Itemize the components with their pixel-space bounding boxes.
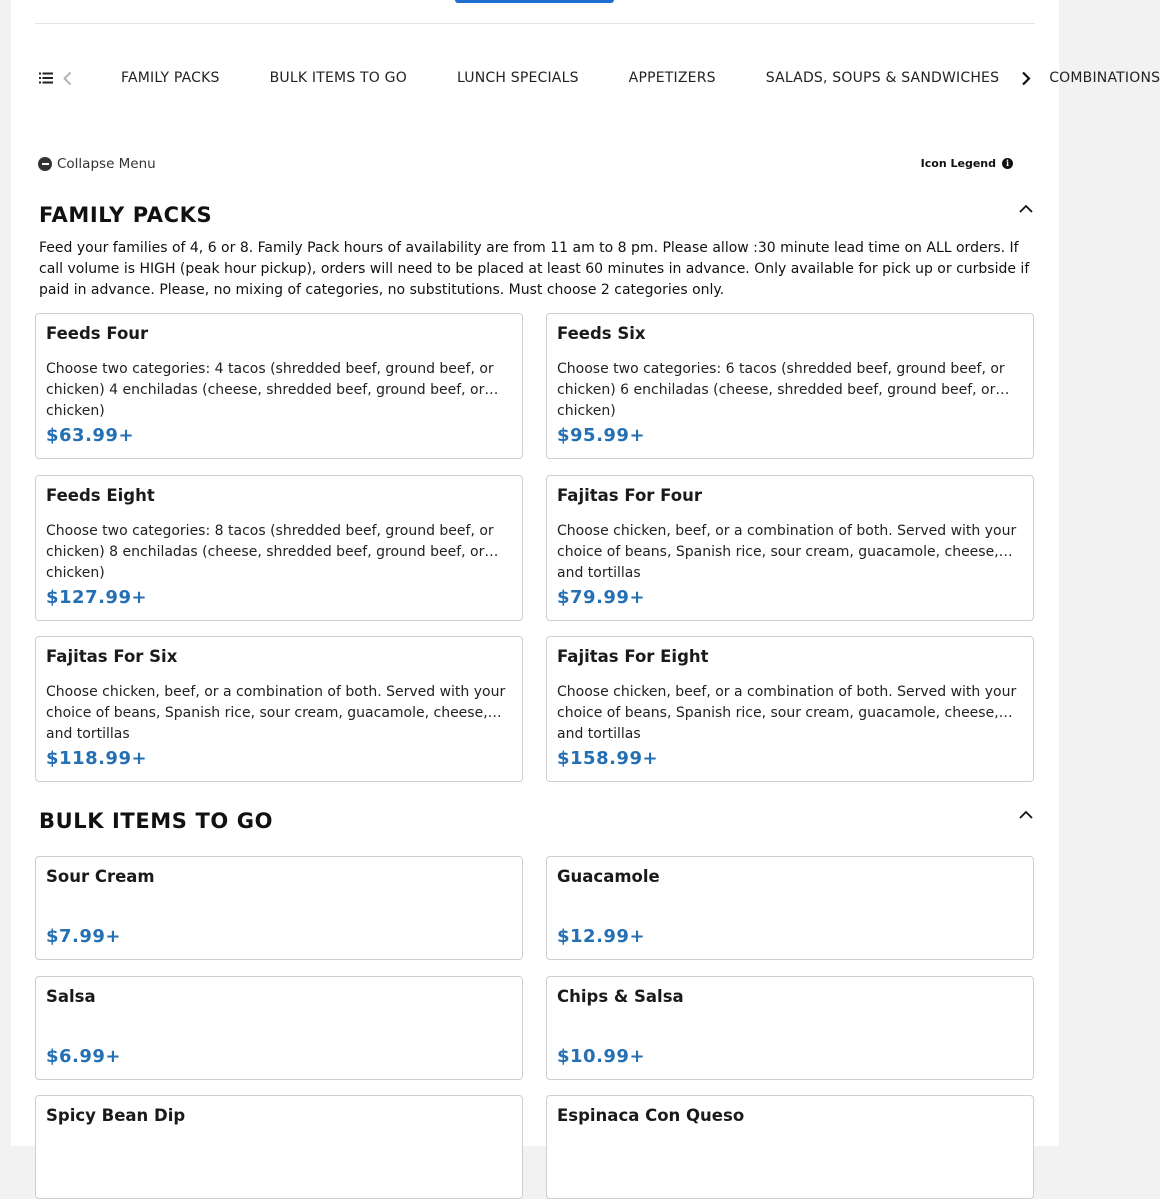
info-icon: i [1002, 158, 1013, 169]
item-price: $7.99+ [46, 926, 122, 947]
tab-lunch-specials[interactable]: LUNCH SPECIALS [456, 70, 579, 86]
tab-bulk-items[interactable]: BULK ITEMS TO GO [269, 70, 407, 86]
menu-item-card[interactable] [546, 475, 1034, 621]
item-price: $118.99+ [46, 748, 148, 769]
category-tabs [121, 60, 1160, 96]
menu-item-card[interactable] [546, 636, 1034, 782]
item-name: Feeds Four [46, 324, 149, 343]
item-price: $10.99+ [557, 1046, 646, 1067]
chevron-right-icon[interactable] [1017, 69, 1035, 87]
item-price: $158.99+ [557, 748, 659, 769]
menu-page [11, 0, 1160, 1146]
item-name: Fajitas For Four [557, 486, 702, 505]
item-name: Feeds Six [557, 324, 646, 343]
item-price: $6.99+ [46, 1046, 122, 1067]
item-name: Guacamole [557, 867, 660, 886]
menu-item-card[interactable] [546, 1095, 1034, 1199]
section-title-family-packs: FAMILY PACKS [39, 203, 213, 227]
item-description: Choose chicken, beef, or a combination of both. Served with your choice of beans, Spanish rice, sour cream, guacamole, cheese, and tortillas [46, 684, 506, 742]
category-nav [35, 60, 1160, 96]
menu-item-card[interactable] [546, 856, 1034, 960]
collapse-menu-label: Collapse Menu [57, 156, 156, 172]
item-price: $63.99+ [46, 425, 135, 446]
item-name: Spicy Bean Dip [46, 1106, 186, 1125]
tab-family-packs[interactable]: FAMILY PACKS [121, 70, 220, 86]
item-price: $127.99+ [46, 587, 148, 608]
item-description: Choose two categories: 6 tacos (shredded beef, ground beef, or chicken) 6 enchiladas (cheese, shredded beef, ground beef, or chicken) [557, 361, 1005, 419]
chevron-left-icon[interactable] [59, 69, 75, 87]
tab-salads-soups-sandwiches[interactable]: SALADS, SOUPS & SANDWICHES [765, 70, 1000, 86]
item-description: Choose two categories: 8 tacos (shredded beef, ground beef, or chicken) 8 enchiladas (cheese, shredded beef, ground beef, or chicken) [46, 523, 494, 581]
collapse-menu-button[interactable] [38, 156, 156, 172]
menu-item-card[interactable] [546, 976, 1034, 1080]
icon-legend-label: Icon Legend [920, 157, 996, 170]
item-name: Salsa [46, 987, 96, 1006]
item-name: Fajitas For Six [46, 647, 178, 666]
item-price: $12.99+ [557, 926, 646, 947]
top-action-button[interactable] [455, 0, 614, 3]
list-icon[interactable] [37, 69, 55, 87]
tab-combinations[interactable]: COMBINATIONS [1049, 70, 1160, 86]
item-description: Choose two categories: 4 tacos (shredded beef, ground beef, or chicken) 4 enchiladas (cheese, shredded beef, ground beef, or chicken) [46, 361, 494, 419]
item-name: Espinaca Con Queso [557, 1106, 745, 1125]
section-title-bulk-items: BULK ITEMS TO GO [39, 809, 274, 833]
section-description: Feed your families of 4, 6 or 8. Family Pack hours of availability are from 11 am to 8 pm. Please allow :30 minute lead time on ALL orders. If call volume is HIGH (peak hour pickup), orders will need to be placed at least 60 minutes in advance. Only available for pick up or curbside if paid in advance. Please, no mixing of categories, no substitutions. Must choose 2 categories only. [39, 240, 1030, 298]
menu-item-card[interactable] [35, 636, 523, 782]
menu-item-card[interactable] [35, 313, 523, 459]
menu-item-card[interactable] [35, 976, 523, 1080]
chevron-up-icon[interactable] [1018, 807, 1034, 823]
tab-appetizers[interactable]: APPETIZERS [628, 70, 716, 86]
menu-item-card[interactable] [35, 475, 523, 621]
item-description: Choose chicken, beef, or a combination of both. Served with your choice of beans, Spanish rice, sour cream, guacamole, cheese, and tortillas [557, 523, 1017, 581]
divider [35, 23, 1035, 24]
menu-item-card[interactable] [35, 1095, 523, 1199]
minus-circle-icon [38, 157, 52, 171]
item-price: $79.99+ [557, 587, 646, 608]
chevron-up-icon[interactable] [1018, 201, 1034, 217]
item-description: Choose chicken, beef, or a combination of both. Served with your choice of beans, Spanish rice, sour cream, guacamole, cheese, and tortillas [557, 684, 1017, 742]
menu-item-card[interactable] [35, 856, 523, 960]
icon-legend-button[interactable] [921, 157, 1013, 170]
item-name: Sour Cream [46, 867, 155, 886]
item-name: Chips & Salsa [557, 987, 684, 1006]
menu-item-card[interactable] [546, 313, 1034, 459]
item-price: $95.99+ [557, 425, 646, 446]
item-name: Feeds Eight [46, 486, 155, 505]
item-name: Fajitas For Eight [557, 647, 709, 666]
